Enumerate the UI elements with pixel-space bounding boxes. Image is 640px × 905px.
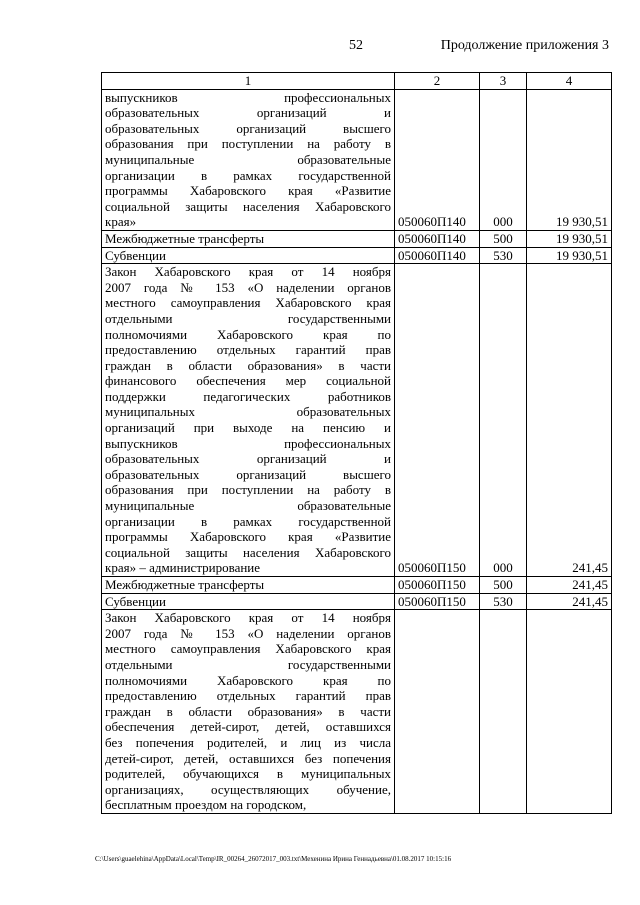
description-line: выпускников профессиональных xyxy=(105,89,391,105)
row-description xyxy=(102,610,395,814)
description-line: отдельными государственными xyxy=(105,656,391,672)
row-amount xyxy=(527,610,612,814)
description-line: организации в рамках государственной xyxy=(105,167,391,183)
row-target-code: 050060П150 xyxy=(395,264,480,577)
page-number: 52 xyxy=(349,38,363,53)
description-line: социальной защиты населения Хабаровского xyxy=(105,544,391,560)
description-line: Закон Хабаровского края от 14 ноября xyxy=(105,264,391,280)
continuation-label: Продолжение приложения 3 xyxy=(440,38,609,53)
description-line: муниципальных образовательных xyxy=(105,404,391,420)
row-expense-type: 530 xyxy=(480,247,527,264)
description-line: программы Хабаровского края «Развитие xyxy=(105,183,391,199)
description-line: программы Хабаровского края «Развитие xyxy=(105,529,391,545)
description-line: 2007 года № 153 «О наделении органов xyxy=(105,625,391,641)
table-row xyxy=(102,264,612,577)
row-description xyxy=(102,89,395,230)
column-header-1: 1 xyxy=(102,73,395,90)
row-amount: 241,45 xyxy=(527,593,612,610)
description-line: образовательных организаций высшего xyxy=(105,120,391,136)
row-expense-type: 530 xyxy=(480,593,527,610)
table-body xyxy=(102,89,612,813)
column-header-3: 3 xyxy=(480,73,527,90)
row-expense-type: 000 xyxy=(480,264,527,577)
description-line: образования при поступлении на работу в xyxy=(105,136,391,152)
description-line: граждан в области образования» в части xyxy=(105,703,391,719)
description-line: организации в рамках государственной xyxy=(105,513,391,529)
row-description xyxy=(102,577,395,594)
column-header-4: 4 xyxy=(527,73,612,90)
table-row xyxy=(102,593,612,610)
description-line: без попечения родителей, и лиц из числа xyxy=(105,734,391,750)
description-line: поддержки педагогических работников xyxy=(105,388,391,404)
row-amount: 19 930,51 xyxy=(527,230,612,247)
row-target-code: 050060П140 xyxy=(395,89,480,230)
description-line: образовательных организаций высшего xyxy=(105,466,391,482)
row-amount: 19 930,51 xyxy=(527,247,612,264)
description-line: полномочиями Хабаровского края по xyxy=(105,672,391,688)
description-line: 2007 года № 153 «О наделении органов xyxy=(105,279,391,295)
description-line: организациях, осуществляющих обучение, xyxy=(105,781,391,797)
row-target-code: 050060П140 xyxy=(395,230,480,247)
row-target-code xyxy=(395,610,480,814)
description-line: детей-сирот, детей, оставшихся без попечения xyxy=(105,750,391,766)
row-description xyxy=(102,247,395,264)
description-line: местного самоуправления Хабаровского края xyxy=(105,641,391,657)
description-line: родителей, обучающихся в муниципальных xyxy=(105,766,391,782)
row-expense-type: 500 xyxy=(480,230,527,247)
row-target-code: 050060П140 xyxy=(395,247,480,264)
table-row xyxy=(102,577,612,594)
row-description xyxy=(102,230,395,247)
row-amount: 241,45 xyxy=(527,264,612,577)
description-line: образовательных организаций и xyxy=(105,105,391,121)
description-line: края» – администрирование xyxy=(105,560,261,576)
table-row xyxy=(102,230,612,247)
row-expense-type xyxy=(480,610,527,814)
description-line: полномочиями Хабаровского края по xyxy=(105,326,391,342)
row-amount: 241,45 xyxy=(527,577,612,594)
description-line: образования при поступлении на работу в xyxy=(105,482,391,498)
description-line: выпускников профессиональных xyxy=(105,435,391,451)
description-line: бесплатным проездом на городском, xyxy=(105,797,307,813)
description-line: социальной защиты населения Хабаровского xyxy=(105,198,391,214)
row-target-code: 050060П150 xyxy=(395,593,480,610)
table-row xyxy=(102,610,612,814)
row-description xyxy=(102,264,395,577)
description-line: местного самоуправления Хабаровского края xyxy=(105,295,391,311)
table-row xyxy=(102,247,612,264)
description-line: края» xyxy=(105,214,137,230)
table-row xyxy=(102,89,612,230)
description-line: муниципальные образовательные xyxy=(105,151,391,167)
description-line: предоставлению отдельных гарантий прав xyxy=(105,688,391,704)
row-amount: 19 930,51 xyxy=(527,89,612,230)
row-expense-type: 000 xyxy=(480,89,527,230)
description-line: Межбюджетные трансферты xyxy=(105,577,265,592)
description-line: обеспечения детей-сирот, детей, оставшихся xyxy=(105,719,391,735)
table-header-row xyxy=(102,73,612,90)
description-line: муниципальные образовательные xyxy=(105,498,391,514)
budget-table xyxy=(101,72,612,814)
description-line: граждан в области образования» в части xyxy=(105,357,391,373)
file-path-footer: C:\Users\guaelehina\AppData\Local\Temp\IR_00264_26072017_003.txt\Мехенина Ирина Геннадьевна\01.08.2017 10:15:16 xyxy=(95,855,452,863)
description-line: предоставлению отдельных гарантий прав xyxy=(105,342,391,358)
description-line: Субвенции xyxy=(105,593,166,609)
row-description xyxy=(102,593,395,610)
row-target-code: 050060П150 xyxy=(395,577,480,594)
description-line: Субвенции xyxy=(105,247,166,263)
description-line: образовательных организаций и xyxy=(105,451,391,467)
description-line: Закон Хабаровского края от 14 ноября xyxy=(105,610,391,626)
column-header-2: 2 xyxy=(395,73,480,90)
description-line: финансового обеспечения мер социальной xyxy=(105,373,391,389)
description-line: Межбюджетные трансферты xyxy=(105,230,265,246)
row-expense-type: 500 xyxy=(480,577,527,594)
description-line: отдельными государственными xyxy=(105,310,391,326)
description-line: организаций при выходе на пенсию и xyxy=(105,420,391,436)
